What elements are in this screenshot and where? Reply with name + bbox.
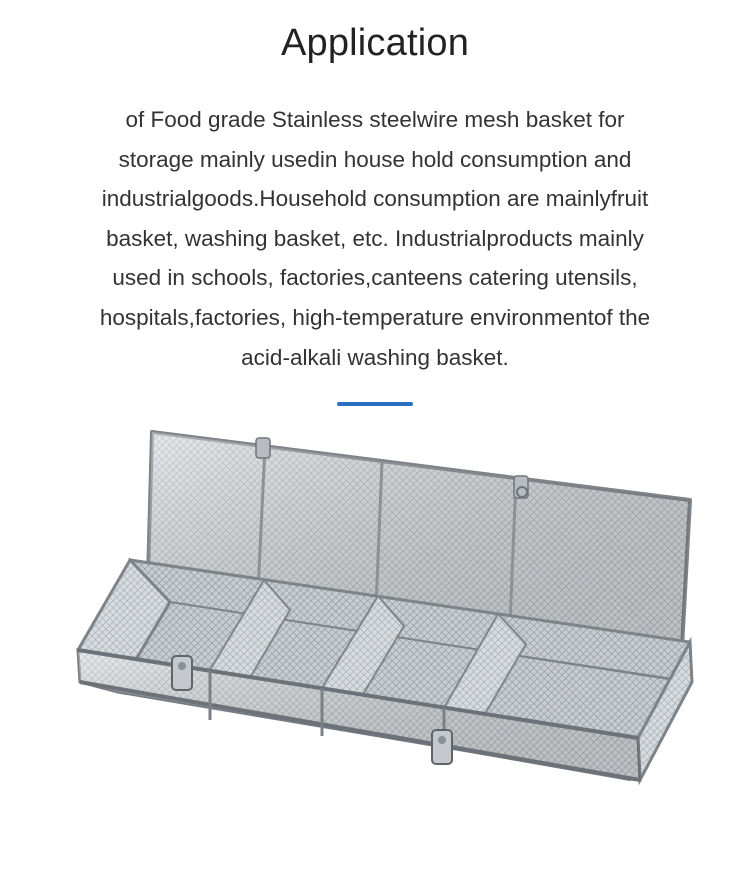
section-title: Application [280,22,470,64]
description-line: acid-alkali washing basket. [241,344,509,370]
description-line: hospitals,factories, high-temperature environmentof the [99,304,651,330]
mesh-basket-photo [60,420,710,880]
front-latch [172,656,192,690]
description-line: used in schools, factories,canteens catering utensils, [112,265,638,291]
description-line: of Food grade Stainless steelwire mesh basket for [125,107,625,132]
accent-divider [337,402,413,406]
description-text [40,100,710,377]
front-latch [432,730,452,764]
description-line: basket, washing basket, etc. Industrialproducts mainly [106,225,644,251]
description-line: industrialgoods.Household consumption are mainlyfruit [101,186,649,212]
description-line: storage mainly usedin house hold consumption and [118,146,632,172]
